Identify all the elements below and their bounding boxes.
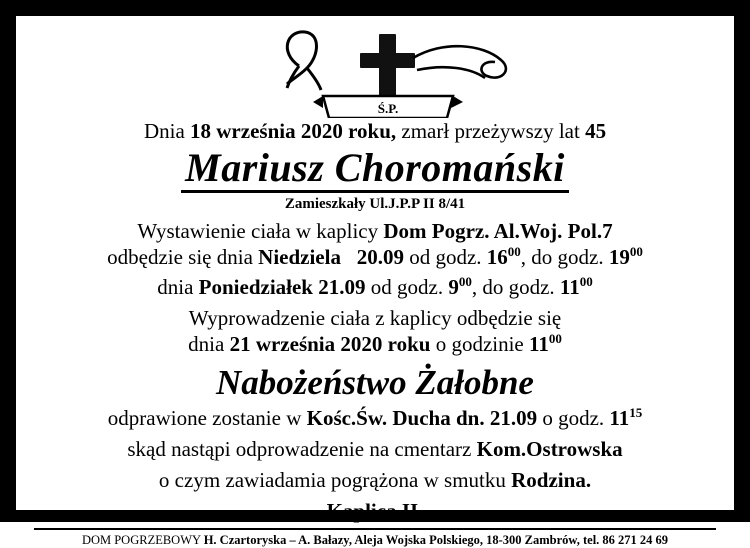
wake-prefix: Wystawienie ciała w kaplicy	[137, 218, 384, 243]
day2-date: 21.09	[318, 275, 366, 300]
procession-prefix: dnia	[188, 331, 230, 356]
day1-from: 16	[486, 244, 508, 269]
day1-date: 20.09	[356, 244, 404, 269]
wake-place: Dom Pogrz. Al.Woj. Pol.7	[383, 218, 613, 243]
day2-name: Poniedziałek	[198, 275, 313, 300]
age-value: 45	[585, 119, 607, 143]
chapel-line: Kaplica II.	[326, 498, 424, 523]
procession-date-line	[34, 332, 716, 357]
procession-date: 21 września 2020 roku	[229, 331, 431, 356]
day2-to-sup: 00	[579, 274, 593, 290]
wake-day1-line	[34, 245, 716, 270]
notice-body	[34, 118, 716, 524]
day1-from-sup: 00	[507, 243, 521, 259]
footer-credit	[34, 530, 716, 548]
family-line	[34, 468, 716, 493]
procession-line: Wyprowadzenie ciała z kaplicy odbędzie się	[188, 306, 562, 331]
mass-time-sup: 15	[629, 405, 643, 421]
death-mid: zmarł	[396, 119, 455, 143]
mass-time-label: o godz.	[537, 406, 610, 431]
death-prefix: Dnia	[143, 119, 191, 143]
day2-from-sup: 00	[458, 274, 472, 290]
day2-to-label: , do godz.	[471, 275, 560, 300]
footer-label: DOM POGRZEBOWY	[81, 533, 204, 548]
banner-label: Ś.P.	[377, 101, 399, 116]
death-date: 18 września 2020 roku,	[190, 119, 397, 143]
day2-from-label: od godz.	[365, 275, 449, 300]
cross-shape	[360, 34, 415, 100]
footer-text: H. Czartoryska – A. Bałazy, Aleja Wojska Polskiego, 18-300 Zambrów, tel. 86 271 24 69	[203, 533, 669, 548]
mass-date: 21.09	[489, 406, 538, 431]
mass-time: 11	[609, 406, 630, 431]
day2-from: 9	[448, 275, 459, 300]
service-title: Nabożeństwo Żałobne	[216, 362, 534, 402]
mourning-ribbon-icon	[287, 32, 321, 90]
day2-to: 11	[559, 275, 580, 300]
family-prefix: o czym zawiadamia pogrążona w smutku	[158, 467, 512, 492]
procession-time-label: o godzinie	[430, 331, 529, 356]
emblem-graphic	[195, 22, 555, 118]
day1-prefix: odbędzie się dnia	[107, 244, 259, 269]
mass-prefix: odprawione zostanie w	[107, 406, 307, 431]
ribbon-swirl	[413, 46, 506, 78]
procession-time: 11	[529, 331, 549, 356]
deceased-name: Mariusz Choromański	[181, 147, 569, 193]
day1-name: Niedziela	[258, 244, 341, 269]
notice-inner-frame	[14, 14, 736, 548]
mass-date-label: dn.	[450, 406, 490, 431]
age-prefix: przeżywszy lat	[454, 119, 586, 143]
residence-line: Zamieszkały Ul.J.P.P II 8/41	[284, 195, 466, 212]
procession-time-sup: 00	[548, 330, 562, 346]
cemetery-line	[34, 437, 716, 462]
cemetery-prefix: skąd nastąpi odprowadzenie na cmentarz	[127, 437, 477, 462]
day2-prefix: dnia	[157, 275, 199, 300]
wake-place-line	[34, 219, 716, 244]
family-name: Rodzina.	[511, 467, 592, 492]
death-date-line	[34, 119, 716, 144]
deceased-name-wrap	[34, 145, 716, 193]
cemetery-name: Kom.Ostrowska	[476, 437, 623, 462]
day1-to: 19	[608, 244, 630, 269]
wake-day2-line	[34, 275, 716, 300]
mass-line	[34, 406, 716, 431]
day1-to-label: , do godz.	[520, 244, 609, 269]
cross-icon	[195, 22, 555, 118]
day1-to-sup: 00	[629, 243, 643, 259]
mass-place: Kośc.Św. Ducha	[306, 406, 451, 431]
day1-from-label: od godz.	[403, 244, 487, 269]
